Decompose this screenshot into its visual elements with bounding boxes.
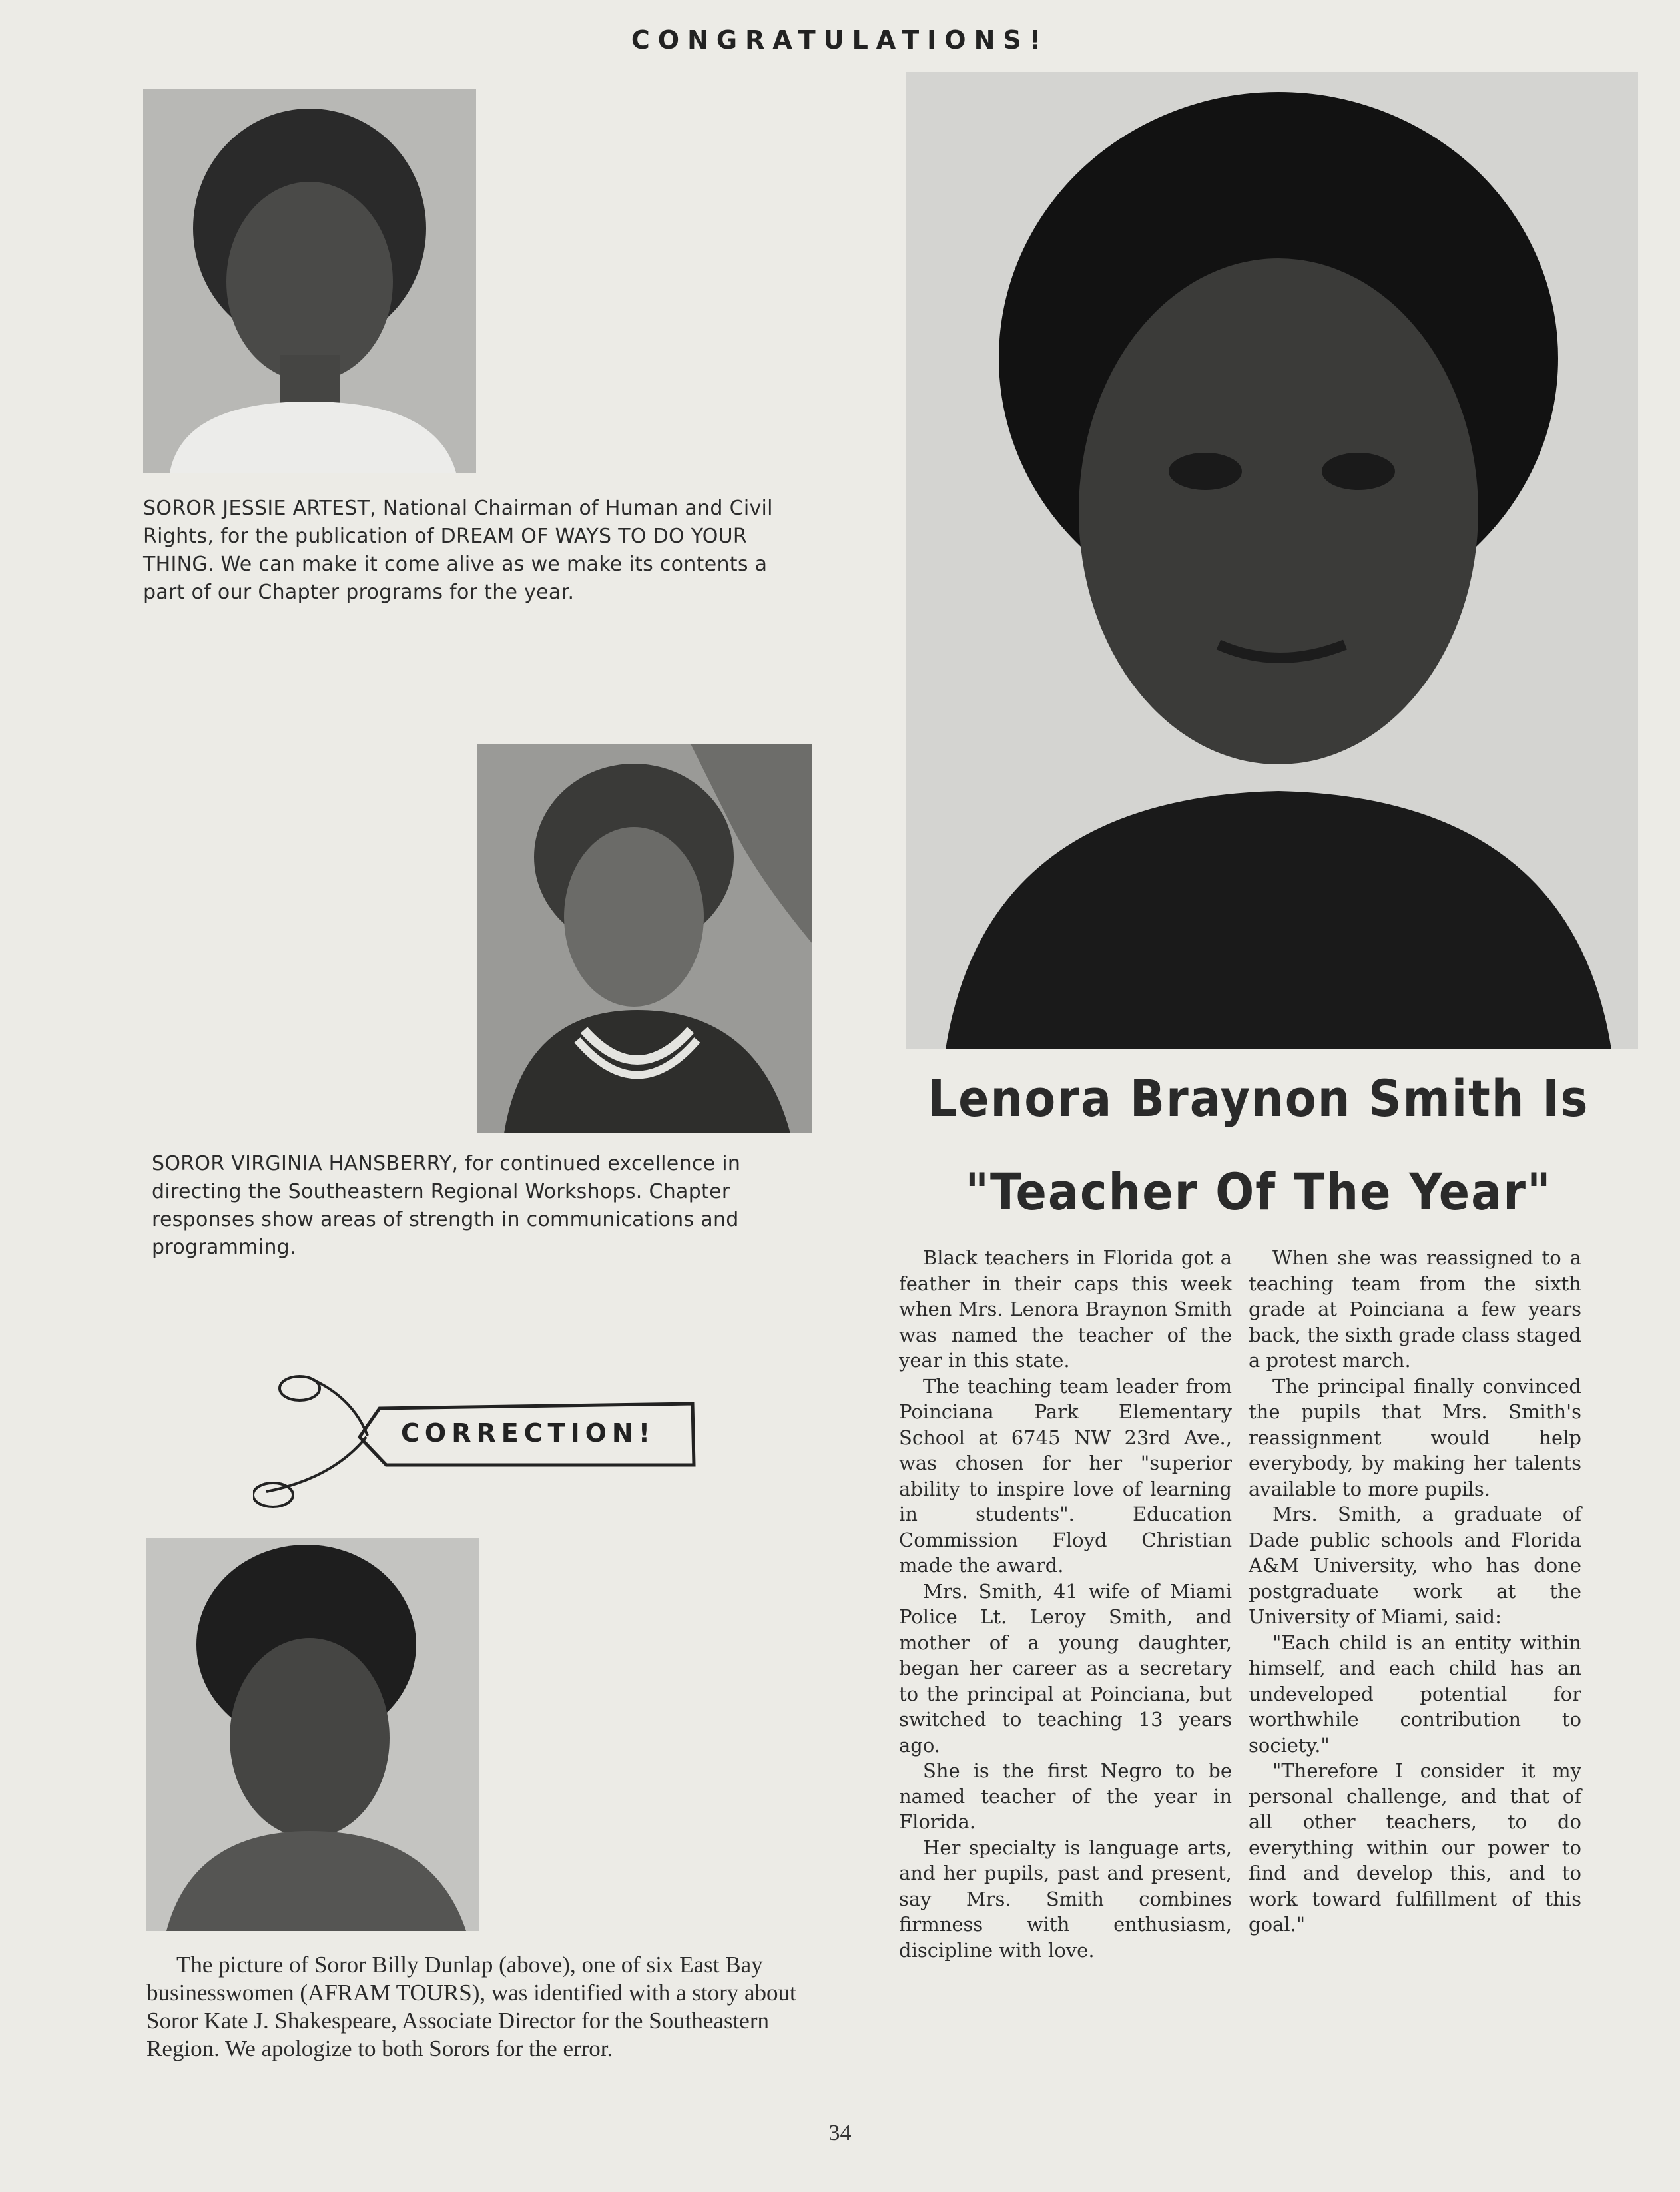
portrait-photo-lenora-braynon-smith (906, 72, 1638, 1049)
article-paragraph: Mrs. Smith, 41 wife of Miami Police Lt. Leroy Smith, and mother of a young daughter, began her career as a secretary to the principal at Poinciana, but switched to teaching 13 years ago. (899, 1579, 1232, 1757)
caption-virginia-hansberry: SOROR VIRGINIA HANSBERRY, for continued excellence in directing the Southeastern Regional Workshops. Chapter responses show areas of strength in communications and programming. (152, 1152, 741, 1259)
portrait-photo-virginia-hansberry (477, 744, 812, 1133)
caption-billy-dunlap-correction: The picture of Soror Billy Dunlap (above), one of six East Bay businesswomen (AFRAM TOURS), was identified with a story about Soror Kate J. Shakespeare, Associate Director for the Southeastern Region. We apologize to both Sorors for the error. (146, 1952, 796, 2061)
portrait-photo-billy-dunlap (146, 1538, 479, 1931)
page-number: 34 (828, 2121, 852, 2145)
caption-jessie-artest: SOROR JESSIE ARTEST, National Chairman of Human and Civil Rights, for the publication of DREAM OF WAYS TO DO YOUR THING. We can make it come alive as we make its contents a part of our Chapter programs for the year. (143, 497, 773, 604)
article-column-1 (899, 1245, 1232, 1963)
article-paragraph: The principal finally convinced the pupils that Mrs. Smith's reassignment would help everybody, by making her talents available to more pupils. (1249, 1374, 1581, 1500)
article-paragraph: When she was reassigned to a teaching team from the sixth grade at Poinciana a few years back, the sixth grade class staged a protest march. (1249, 1246, 1581, 1372)
portrait-photo-jessie-artest (143, 89, 476, 473)
article-paragraph: She is the first Negro to be named teacher of the year in Florida. (899, 1759, 1232, 1833)
article-paragraph: "Each child is an entity within himself, and each child has an undeveloped potential for worthwhile contribution to society." (1249, 1631, 1581, 1757)
correction-banner (253, 1372, 719, 1518)
article-headline-line2: "Teacher Of The Year" (965, 1162, 1552, 1221)
correction-label: CORRECTION! (401, 1418, 656, 1448)
article-paragraph: Mrs. Smith, a graduate of Dade public schools and Florida A&M University, who has done postgraduate work at the University of Miami, said: (1249, 1503, 1581, 1628)
article-headline-line1: Lenora Braynon Smith Is (928, 1069, 1589, 1128)
page-header: CONGRATULATIONS! (631, 25, 1049, 55)
article-paragraph: Her specialty is language arts, and her pupils, past and present, say Mrs. Smith combines firmness with enthusiasm, discipline with love. (899, 1836, 1232, 1962)
article-paragraph: The teaching team leader from Poinciana Park Elementary School at 6745 NW 23rd Ave., was chosen for her "superior ability to inspire love of learning in students". Education Commission Floyd Christian made the award. (899, 1374, 1232, 1577)
article-paragraph: "Therefore I consider it my personal challenge, and that of all other teachers, to do everything within our power to find and develop this, and to work toward fulfillment of this goal." (1249, 1759, 1581, 1936)
article-paragraph: Black teachers in Florida got a feather in their caps this week when Mrs. Lenora Braynon Smith was named the teacher of the year in this state. (899, 1246, 1232, 1372)
article-column-2 (1249, 1245, 1581, 1938)
